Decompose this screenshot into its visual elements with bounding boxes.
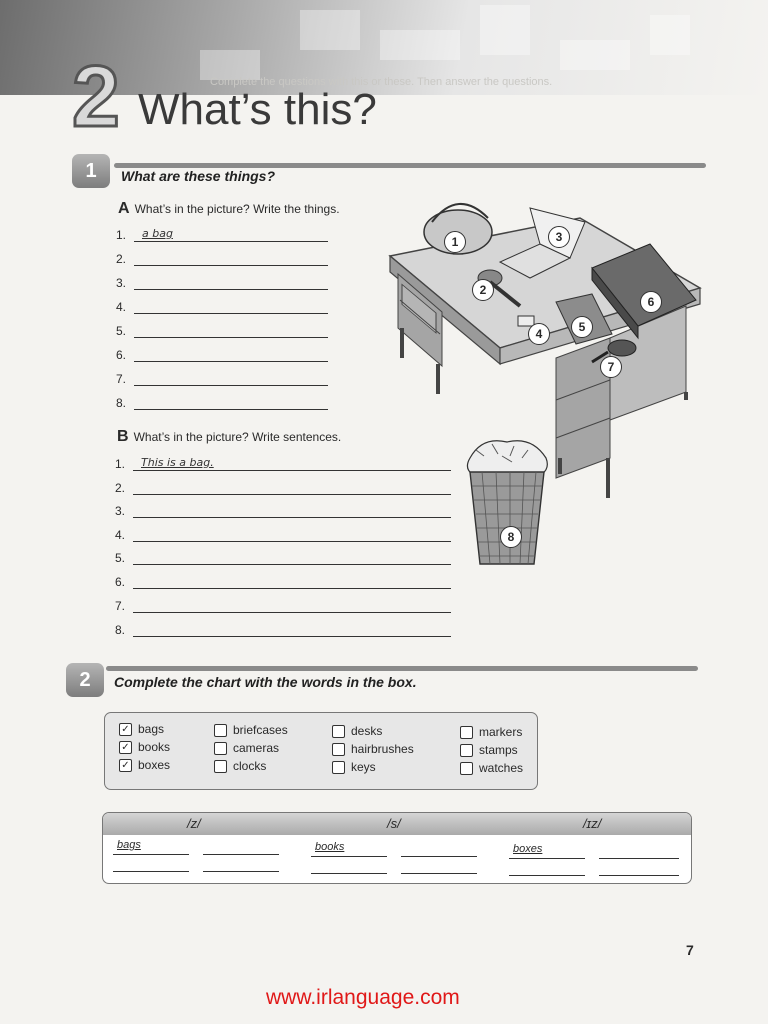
partB-answer-line[interactable] xyxy=(133,622,451,637)
word-label: clocks xyxy=(233,759,267,773)
picture-callout-5: 5 xyxy=(571,316,593,338)
section-2-rule xyxy=(106,666,698,671)
word-box-column xyxy=(214,721,288,775)
picture-callout-6: 6 xyxy=(640,291,662,313)
chart-blank[interactable] xyxy=(599,858,679,859)
part-a-label xyxy=(118,200,340,218)
partB-item-number: 5. xyxy=(115,551,126,565)
partA-item xyxy=(116,275,328,290)
word-checkbox[interactable] xyxy=(460,762,473,775)
word-item xyxy=(332,740,414,758)
section-2-badge: 2 xyxy=(66,663,104,697)
partA-item xyxy=(116,227,328,242)
word-label: desks xyxy=(351,724,383,738)
partB-answer-line[interactable] xyxy=(133,574,451,589)
word-checkbox[interactable] xyxy=(332,743,345,756)
word-label: bags xyxy=(138,722,165,736)
chart-blank[interactable] xyxy=(401,873,477,874)
part-a-letter: A xyxy=(118,200,130,217)
section-2-heading: Complete the chart with the words in the box. xyxy=(114,674,417,690)
partA-item xyxy=(116,371,328,386)
word-checkbox[interactable] xyxy=(460,744,473,757)
partB-answer-line[interactable] xyxy=(133,527,451,542)
partA-item xyxy=(116,251,328,266)
partA-item-number: 6. xyxy=(116,348,127,362)
part-b-letter: B xyxy=(117,428,129,445)
partA-item-number: 2. xyxy=(116,252,127,266)
word-item xyxy=(119,738,170,756)
partA-item xyxy=(116,323,328,338)
picture-callout-2: 2 xyxy=(472,279,494,301)
chart-blank[interactable] xyxy=(509,858,585,859)
partA-answer-line[interactable] xyxy=(134,251,328,266)
page-title: What’s this? xyxy=(138,85,377,134)
word-label: stamps xyxy=(479,743,518,757)
partA-item xyxy=(116,395,328,410)
chart-blank[interactable] xyxy=(599,875,679,876)
partA-answer-line[interactable] xyxy=(134,299,328,314)
chart-blank[interactable] xyxy=(203,871,279,872)
word-checkbox[interactable]: ✓ xyxy=(119,723,132,736)
chart-col-z: /z/ xyxy=(187,816,201,831)
page-number: 7 xyxy=(686,942,694,958)
word-label: keys xyxy=(351,760,376,774)
word-label: cameras xyxy=(233,741,280,755)
partA-item-number: 8. xyxy=(116,396,127,410)
word-item xyxy=(460,723,523,741)
partB-item-number: 7. xyxy=(115,599,126,613)
picture-callout-1: 1 xyxy=(444,231,466,253)
part-a-instruction: What’s in the picture? Write the things. xyxy=(134,202,340,216)
partB-answer-line[interactable]: This is a bag. xyxy=(133,456,451,471)
picture-callout-4: 4 xyxy=(528,323,550,345)
partB-answer-line[interactable] xyxy=(133,598,451,613)
partB-item-number: 3. xyxy=(115,504,126,518)
word-item xyxy=(119,720,170,738)
chart-example-s: books xyxy=(315,841,345,853)
part-b-instruction: What’s in the picture? Write sentences. xyxy=(133,430,342,444)
partA-item xyxy=(116,299,328,314)
chart-blank[interactable] xyxy=(509,875,585,876)
chart-col-iz: /ɪz/ xyxy=(583,816,602,831)
section-1-badge: 1 xyxy=(72,154,110,188)
partB-answer-line[interactable] xyxy=(133,550,451,565)
bleed-through: Complete the questions with this or these. Then answer the questions. xyxy=(210,76,553,88)
word-checkbox[interactable] xyxy=(214,760,227,773)
word-label: markers xyxy=(479,725,523,739)
partA-item-number: 1. xyxy=(116,228,127,242)
chart-col-s: /s/ xyxy=(387,816,401,831)
word-box-column xyxy=(460,723,523,777)
chart-blank[interactable] xyxy=(401,856,477,857)
word-label: briefcases xyxy=(233,723,288,737)
partB-item xyxy=(115,622,451,637)
word-item xyxy=(214,721,288,739)
word-label: hairbrushes xyxy=(351,742,414,756)
word-checkbox[interactable]: ✓ xyxy=(119,759,132,772)
picture-callout-3: 3 xyxy=(548,226,570,248)
partB-item xyxy=(115,503,451,518)
unit-number: 2 xyxy=(72,49,120,145)
partB-item xyxy=(115,527,451,542)
word-item xyxy=(460,741,523,759)
word-checkbox[interactable]: ✓ xyxy=(119,741,132,754)
partB-item-number: 1. xyxy=(115,457,126,471)
word-checkbox[interactable] xyxy=(214,724,227,737)
partA-answer-line[interactable] xyxy=(134,275,328,290)
chart-blank[interactable] xyxy=(113,854,189,855)
wastebasket-illustration xyxy=(462,436,552,568)
partB-item-number: 6. xyxy=(115,575,126,589)
chart-example-z: bags xyxy=(117,839,141,851)
partA-answer-line[interactable] xyxy=(134,371,328,386)
chart-example-iz: boxes xyxy=(513,843,543,855)
word-checkbox[interactable] xyxy=(214,742,227,755)
word-checkbox[interactable] xyxy=(460,726,473,739)
partA-item-number: 7. xyxy=(116,372,127,386)
partB-item-number: 2. xyxy=(115,481,126,495)
chart-header xyxy=(103,813,691,835)
partB-item-number: 4. xyxy=(115,528,126,542)
chart-blank[interactable] xyxy=(113,871,189,872)
word-item xyxy=(332,758,414,776)
partA-answer-line[interactable]: a bag xyxy=(134,227,328,242)
chart-blank[interactable] xyxy=(311,856,387,857)
partA-answer-line[interactable] xyxy=(134,323,328,338)
partB-item xyxy=(115,598,451,613)
word-label: boxes xyxy=(138,758,171,772)
partA-item-number: 3. xyxy=(116,276,127,290)
word-item xyxy=(460,759,523,777)
partB-answer-line[interactable] xyxy=(133,503,451,518)
partA-answer-line[interactable] xyxy=(134,347,328,362)
picture-callout-7: 7 xyxy=(600,356,622,378)
word-box-column xyxy=(332,722,414,776)
word-item xyxy=(214,757,288,775)
partA-item xyxy=(116,347,328,362)
chart-blank[interactable] xyxy=(203,854,279,855)
partB-item xyxy=(115,550,451,565)
partA-item-number: 5. xyxy=(116,324,127,338)
word-checkbox[interactable] xyxy=(332,725,345,738)
word-item xyxy=(332,722,414,740)
partA-item-number: 4. xyxy=(116,300,127,314)
word-label: books xyxy=(138,740,171,754)
sound-chart xyxy=(102,812,692,884)
picture-callout-8: 8 xyxy=(500,526,522,548)
word-label: watches xyxy=(479,761,524,775)
word-box-column xyxy=(119,720,170,774)
section-1-heading: What are these things? xyxy=(121,168,276,184)
word-checkbox[interactable] xyxy=(332,761,345,774)
footer-url[interactable]: www.irlanguage.com xyxy=(266,986,460,1009)
partB-item xyxy=(115,574,451,589)
partA-answer-line[interactable] xyxy=(134,395,328,410)
partB-item-number: 8. xyxy=(115,623,126,637)
word-item xyxy=(119,756,170,774)
word-item xyxy=(214,739,288,757)
part-b-label xyxy=(117,428,341,446)
chart-blank[interactable] xyxy=(311,873,387,874)
